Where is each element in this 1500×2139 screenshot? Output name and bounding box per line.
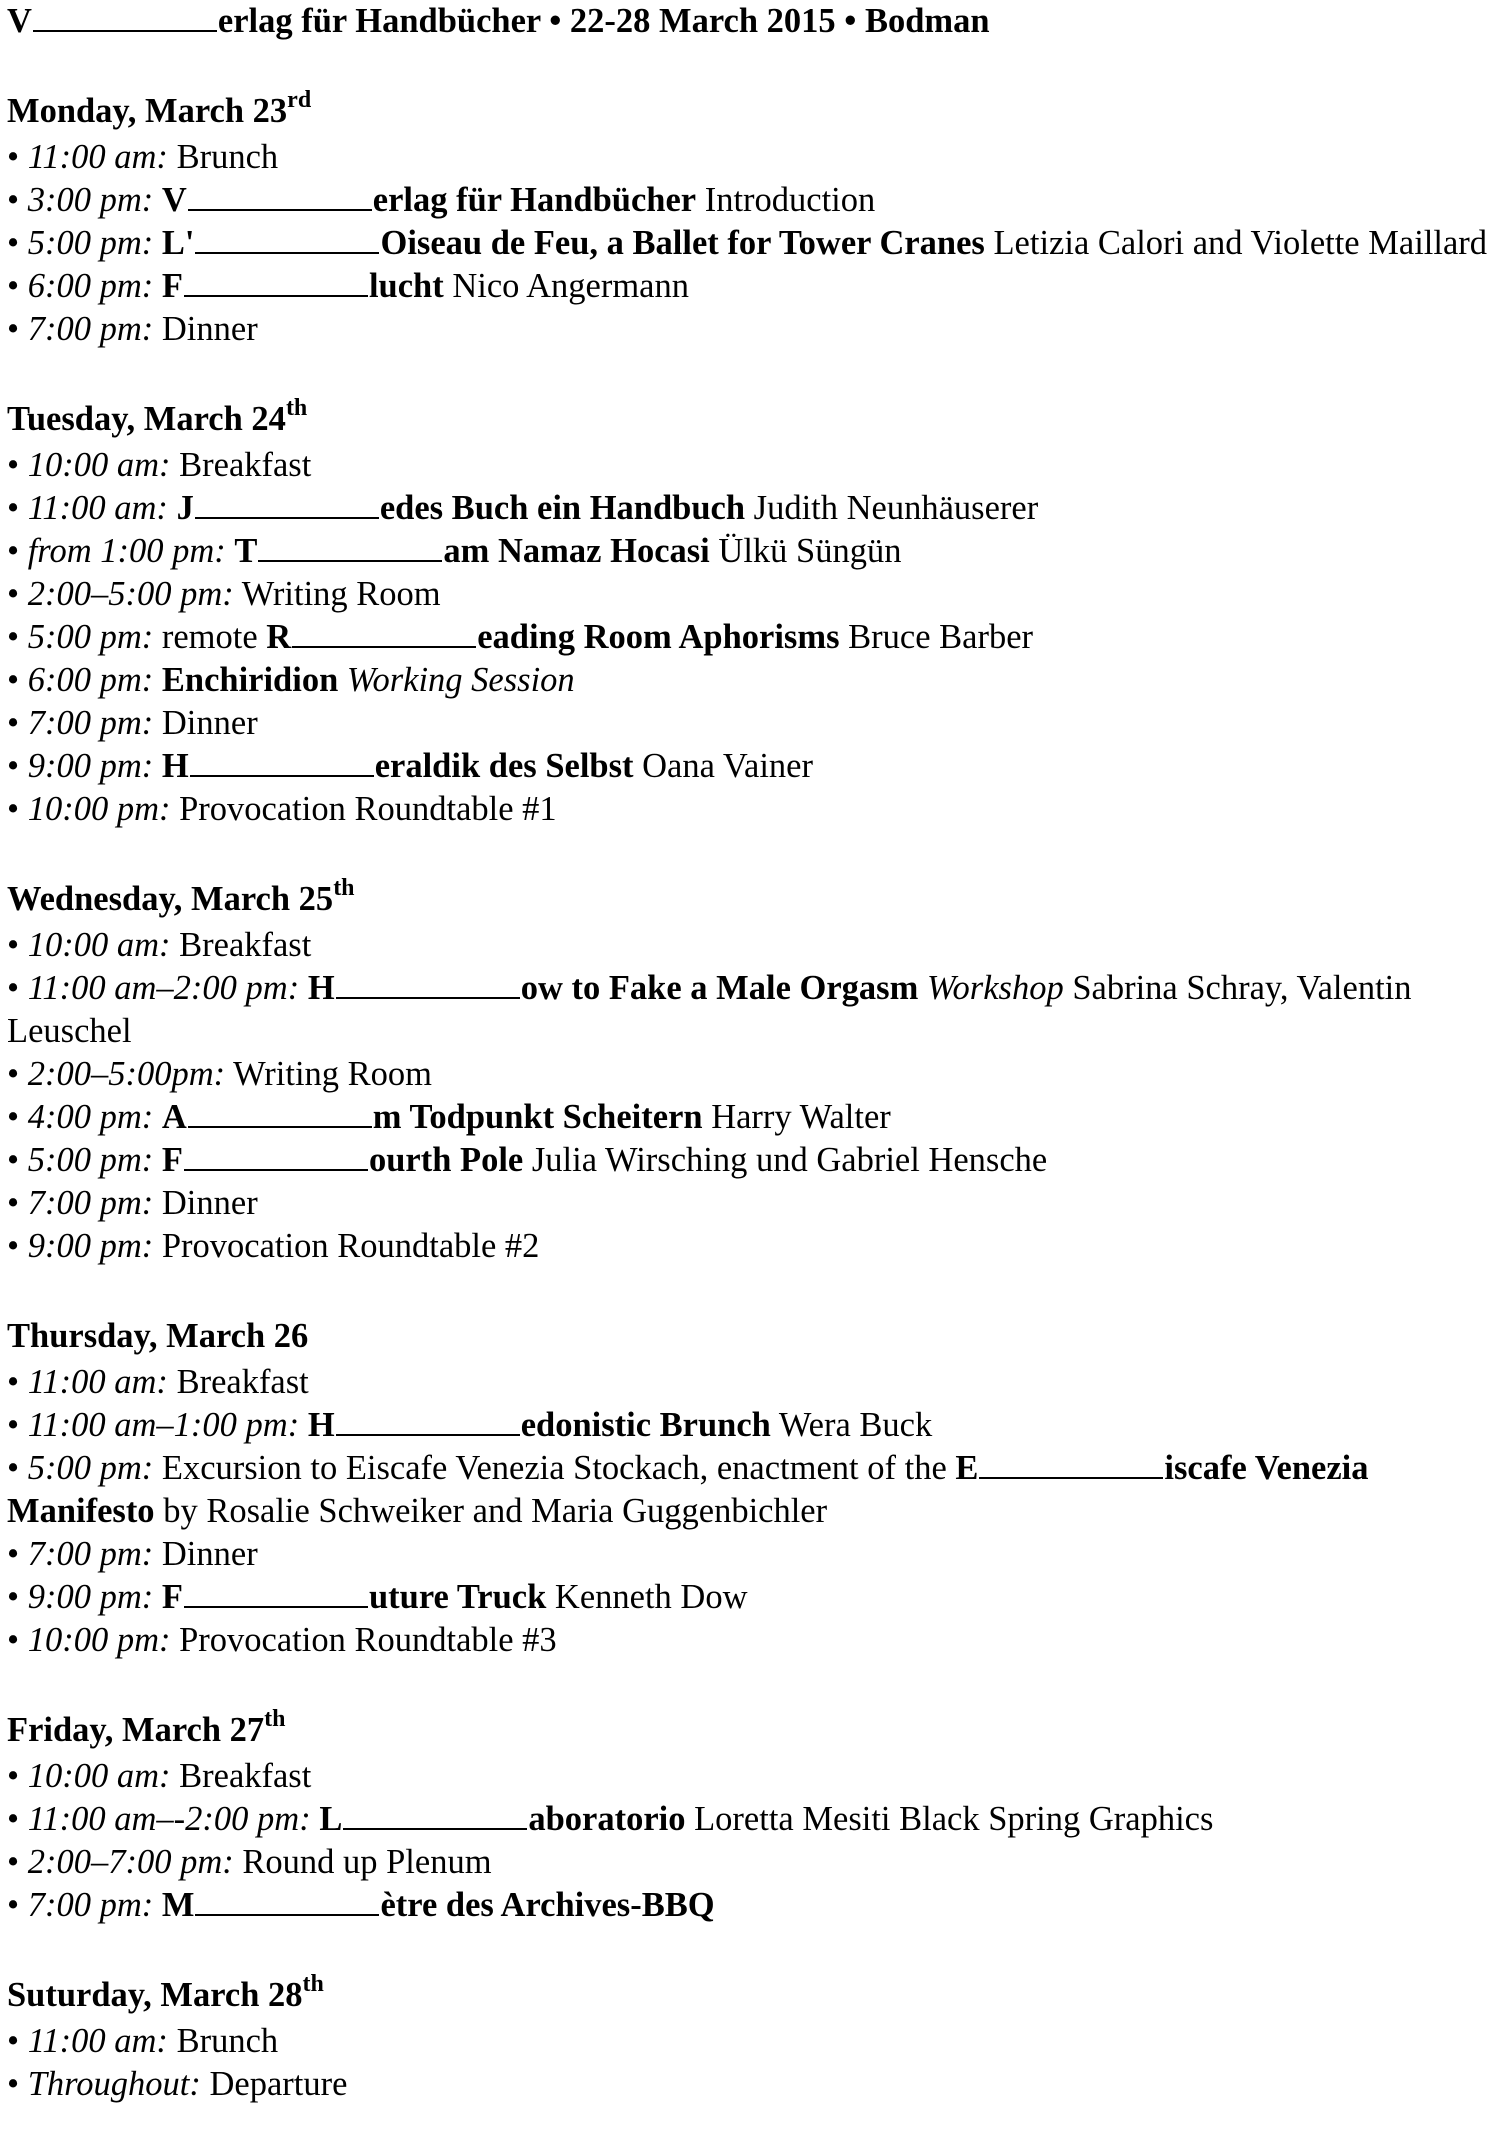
event-time: 3:00 pm: — [27, 181, 154, 219]
schedule-item: • 6:00 pm: Enchiridion Working Session — [7, 661, 575, 699]
day-title: Wednesday, March 25 — [7, 880, 334, 918]
schedule-item: • 5:00 pm: Excursion to Eiscafe Venezia Stockach, enactment of the E iscafe Venezia Manifesto by Rosalie Schweiker and Maria Guggenbichler — [7, 1449, 1369, 1530]
event-title: edonistic Brunch — [520, 1406, 771, 1444]
schedule-item: • 11:00 am: J edes Buch ein Handbuch Judith Neunhäuserer — [7, 489, 1039, 527]
event-time: 11:00 am: — [27, 138, 168, 176]
schedule-item: • 5:00 pm: L' Oiseau de Feu, a Ballet for Tower Cranes Letizia Calori and Violette Maillard — [7, 224, 1488, 262]
event-time: 10:00 am: — [27, 446, 171, 484]
event-title: H — [307, 969, 335, 1007]
event-time: 10:00 pm: — [27, 790, 171, 828]
event-title: F — [161, 267, 183, 305]
day-heading — [7, 1311, 1493, 1361]
event-title: J — [176, 489, 194, 527]
event-detail: Introduction — [704, 181, 876, 219]
event-detail: Harry Walter — [711, 1098, 891, 1136]
schedule-item: • 9:00 pm: Provocation Roundtable #2 — [7, 1227, 540, 1265]
event-time: Throughout: — [27, 2065, 201, 2103]
day-title: Monday, March 23 — [7, 92, 288, 130]
day-title: Tuesday, March 24 — [7, 400, 286, 438]
event-time: 10:00 am: — [27, 926, 171, 964]
day-ordinal-suffix: th — [302, 1971, 324, 1997]
schedule-item: • 2:00–7:00 pm: Round up Plenum — [7, 1843, 492, 1881]
schedule-item: • 5:00 pm: remote R eading Room Aphorisms Bruce Barber — [7, 618, 1034, 656]
event-title: Enchiridion — [161, 661, 339, 699]
schedule-item: • 11:00 am–2:00 pm: H ow to Fake a Male Orgasm Workshop Sabrina Schray, Valentin Leuschel — [7, 969, 1412, 1050]
schedule-item: • 7:00 pm: Dinner — [7, 310, 258, 348]
event-detail: Excursion to Eiscafe Venezia Stockach, enactment of the — [161, 1449, 947, 1487]
schedule-item: • Throughout: Departure — [7, 2065, 348, 2103]
event-detail: Loretta Mesiti Black Spring Graphics — [694, 1800, 1214, 1838]
fill-in-blank — [343, 1798, 527, 1830]
event-detail: Breakfast — [179, 926, 312, 964]
schedule-item: • 7:00 pm: Dinner — [7, 704, 258, 742]
event-title: H — [307, 1406, 335, 1444]
day-heading — [7, 874, 1493, 924]
day-ordinal-suffix: rd — [287, 87, 312, 113]
event-format: Working Session — [346, 661, 575, 699]
fill-in-blank — [336, 967, 520, 999]
event-title: eading Room Aphorisms — [477, 618, 840, 656]
event-detail: Kenneth Dow — [554, 1578, 748, 1616]
fill-in-blank — [188, 179, 372, 211]
fill-in-blank — [188, 1096, 372, 1128]
event-detail: Provocation Roundtable #2 — [161, 1227, 540, 1265]
schedule-item: • 9:00 pm: F uture Truck Kenneth Dow — [7, 1578, 748, 1616]
event-time: 6:00 pm: — [27, 267, 154, 305]
event-detail: Nico Angermann — [452, 267, 689, 305]
day-heading — [7, 394, 1493, 444]
schedule-item: • 11:00 am: Brunch — [7, 138, 279, 176]
fill-in-blank — [195, 1884, 379, 1916]
event-title: uture Truck — [368, 1578, 547, 1616]
event-time: 5:00 pm: — [27, 1141, 154, 1179]
schedule-item: • 10:00 pm: Provocation Roundtable #1 — [7, 790, 557, 828]
event-time: 11:00 am: — [27, 2022, 168, 2060]
day-ordinal-suffix: th — [285, 395, 308, 421]
document-title — [7, 0, 1493, 43]
event-detail: Departure — [209, 2065, 348, 2103]
event-title: F — [161, 1141, 183, 1179]
event-time: 7:00 pm: — [27, 1886, 154, 1924]
event-format: Workshop — [926, 969, 1064, 1007]
section-gap — [7, 43, 1493, 86]
day-title: Thursday, March 26 — [7, 1317, 309, 1355]
event-detail: Provocation Roundtable #1 — [179, 790, 557, 828]
event-time: 6:00 pm: — [27, 661, 154, 699]
day-ordinal-suffix: th — [333, 875, 355, 901]
schedule-item: • 11:00 am: Breakfast — [7, 1363, 309, 1401]
schedule-item: • 11:00 am: Brunch — [7, 2022, 279, 2060]
event-detail: Bruce Barber — [848, 618, 1034, 656]
event-time: 2:00–7:00 pm: — [27, 1843, 234, 1881]
fill-in-blank — [195, 487, 379, 519]
event-time: 2:00–5:00pm: — [27, 1055, 226, 1093]
event-title: Oiseau de Feu, a Ballet for Tower Cranes — [380, 224, 985, 262]
schedule-item: • 9:00 pm: H eraldik des Selbst Oana Vainer — [7, 747, 813, 785]
fill-in-blank — [184, 1576, 368, 1608]
schedule-item: • 10:00 pm: Provocation Roundtable #3 — [7, 1621, 557, 1659]
event-detail: Judith Neunhäuserer — [753, 489, 1039, 527]
event-detail: Oana Vainer — [642, 747, 813, 785]
day-heading — [7, 86, 1493, 136]
fill-in-blank — [979, 1447, 1163, 1479]
event-title: aboratorio — [528, 1800, 686, 1838]
fill-in-blank — [258, 530, 442, 562]
event-title: edes Buch ein Handbuch — [379, 489, 746, 527]
title-blank — [33, 0, 217, 32]
event-detail: Writing Room — [241, 575, 441, 613]
event-title: A — [161, 1098, 187, 1136]
event-time: 7:00 pm: — [27, 1184, 154, 1222]
event-time: 11:00 am–1:00 pm: — [27, 1406, 300, 1444]
event-time: 10:00 am: — [27, 1757, 171, 1795]
event-title: L' — [161, 224, 195, 262]
event-detail: Sabrina Schray, Valentin Leuschel — [7, 969, 1412, 1050]
event-detail: Julia Wirsching und Gabriel Hensche — [531, 1141, 1048, 1179]
schedule-item: • 6:00 pm: F lucht Nico Angermann — [7, 267, 689, 305]
schedule-item: • 7:00 pm: Dinner — [7, 1535, 258, 1573]
schedule-item: • 11:00 am–-2:00 pm: L aboratorio Loretta Mesiti Black Spring Graphics — [7, 1800, 1214, 1838]
section-gap — [7, 1927, 1493, 1970]
event-title: ètre des Archives-BBQ — [380, 1886, 715, 1924]
day-title: Friday, March 27 — [7, 1711, 265, 1749]
event-detail: Wera Buck — [778, 1406, 933, 1444]
event-time: 11:00 am–2:00 pm: — [27, 969, 300, 1007]
schedule-item: • from 1:00 pm: T am Namaz Hocasi Ülkü Süngün — [7, 532, 902, 570]
event-detail: by Rosalie Schweiker and Maria Guggenbichler — [163, 1492, 828, 1530]
event-detail: Provocation Roundtable #3 — [179, 1621, 557, 1659]
event-detail: Letizia Calori and Violette Maillard — [993, 224, 1488, 262]
event-time: 11:00 am: — [27, 489, 168, 527]
event-time: 2:00–5:00 pm: — [27, 575, 234, 613]
event-title: ourth Pole — [368, 1141, 524, 1179]
event-detail: remote — [161, 618, 258, 656]
fill-in-blank — [184, 265, 368, 297]
event-detail: Brunch — [176, 2022, 279, 2060]
fill-in-blank — [336, 1404, 520, 1436]
schedule-item: • 7:00 pm: Dinner — [7, 1184, 258, 1222]
event-title: H — [161, 747, 189, 785]
event-time: 7:00 pm: — [27, 1535, 154, 1573]
event-time: 5:00 pm: — [27, 224, 154, 262]
fill-in-blank — [184, 1139, 368, 1171]
event-time: 10:00 pm: — [27, 1621, 171, 1659]
schedule-item: • 2:00–5:00 pm: Writing Room — [7, 575, 441, 613]
event-time: 5:00 pm: — [27, 618, 154, 656]
event-detail: Round up Plenum — [242, 1843, 492, 1881]
event-time: 4:00 pm: — [27, 1098, 154, 1136]
event-title: m Todpunkt Scheitern — [372, 1098, 703, 1136]
schedule-item: • 7:00 pm: M ètre des Archives-BBQ — [7, 1886, 715, 1924]
section-gap — [7, 1268, 1493, 1311]
schedule-item: • 2:00–5:00pm: Writing Room — [7, 1055, 433, 1093]
schedule-item: • 4:00 pm: A m Todpunkt Scheitern Harry Walter — [7, 1098, 891, 1136]
day-heading — [7, 1970, 1493, 2020]
day-heading — [7, 1705, 1493, 1755]
event-title: am Namaz Hocasi — [443, 532, 710, 570]
schedule-item: • 10:00 am: Breakfast — [7, 446, 312, 484]
event-time: 9:00 pm: — [27, 1578, 154, 1616]
day-title: Suturday, March 28 — [7, 1976, 303, 2014]
schedule-item: • 3:00 pm: V erlag für Handbücher Introduction — [7, 181, 876, 219]
event-title: iscafe Venezia Manifesto — [7, 1449, 1369, 1530]
event-detail: Ülkü Süngün — [718, 532, 902, 570]
event-detail: Dinner — [161, 1184, 258, 1222]
schedule-item: • 11:00 am–1:00 pm: H edonistic Brunch Wera Buck — [7, 1406, 933, 1444]
event-time: 9:00 pm: — [27, 1227, 154, 1265]
event-time: 7:00 pm: — [27, 704, 154, 742]
fill-in-blank — [195, 222, 379, 254]
event-title: erlag für Handbücher — [372, 181, 697, 219]
event-time: 5:00 pm: — [27, 1449, 154, 1487]
event-detail: Writing Room — [233, 1055, 433, 1093]
event-title: F — [161, 1578, 183, 1616]
event-title: E — [955, 1449, 979, 1487]
section-gap — [7, 351, 1493, 394]
event-detail: Dinner — [161, 1535, 258, 1573]
event-title: eraldik des Selbst — [374, 747, 634, 785]
event-time: 9:00 pm: — [27, 747, 154, 785]
schedule-item: • 5:00 pm: F ourth Pole Julia Wirsching und Gabriel Hensche — [7, 1141, 1048, 1179]
event-title: T — [234, 532, 258, 570]
event-time: 11:00 am: — [27, 1363, 168, 1401]
event-title: R — [266, 618, 292, 656]
schedule-item: • 10:00 am: Breakfast — [7, 926, 312, 964]
event-title: V — [161, 181, 187, 219]
event-detail: Breakfast — [179, 1757, 312, 1795]
event-detail: Brunch — [176, 138, 279, 176]
title-initial: V — [7, 2, 32, 40]
day-list — [7, 43, 1493, 2106]
event-detail: Breakfast — [176, 1363, 309, 1401]
event-detail: Dinner — [161, 704, 258, 742]
event-detail: Dinner — [161, 310, 258, 348]
schedule-item: • 10:00 am: Breakfast — [7, 1757, 312, 1795]
event-time: from 1:00 pm: — [27, 532, 226, 570]
event-title: M — [161, 1886, 195, 1924]
event-detail: Breakfast — [179, 446, 312, 484]
event-time: 7:00 pm: — [27, 310, 154, 348]
event-title: lucht — [368, 267, 444, 305]
section-gap — [7, 831, 1493, 874]
schedule-document — [7, 0, 1493, 2106]
title-rest: erlag für Handbücher • 22-28 March 2015 • Bodman — [217, 2, 990, 40]
section-gap — [7, 1662, 1493, 1705]
event-time: 11:00 am–-2:00 pm: — [27, 1800, 311, 1838]
day-ordinal-suffix: th — [264, 1706, 286, 1732]
fill-in-blank — [292, 616, 476, 648]
fill-in-blank — [190, 745, 374, 777]
event-title: L — [319, 1800, 343, 1838]
event-title: ow to Fake a Male Orgasm — [520, 969, 919, 1007]
